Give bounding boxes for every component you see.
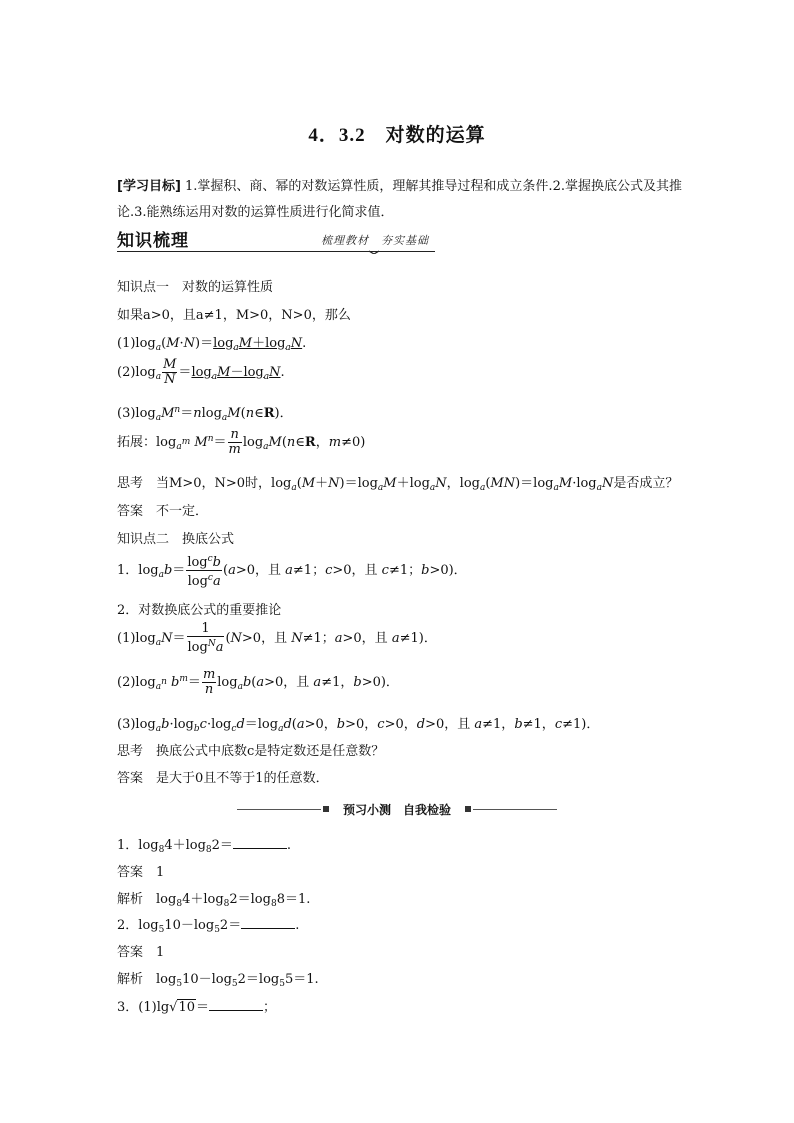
kp2-answer: 答案 是大于0且不等于1的任意数． (117, 771, 329, 786)
kp1-answer: 答案 不一定． (117, 504, 209, 519)
question-2: 2．$\log_510-\log_52=$ . (117, 918, 300, 935)
kp2-subheading: 2．对数换底公式的重要推论 (117, 603, 282, 618)
answer-2: 答案 1 (117, 945, 165, 960)
kp2-corollary-1: $(1)\log_aN=$ $\frac{1}{\log^Na}$ (N>0，且 N≠1；a>0，且 a≠1)． (117, 621, 437, 655)
banner-rule (117, 251, 435, 252)
kp1-extension: 拓展：$\log_{a^m} M^n=$ $\frac{n}{m}$ $\log_aM(n\in R$，m≠0) (117, 427, 366, 457)
kp2-think: 思考 换底公式中底数c是特定数还是任意数？ (117, 744, 385, 759)
kp2-heading: 知识点二 换底公式 (117, 532, 235, 547)
kp2-corollary-3: $(3)\log_ab\cdot\log_bc\cdot\log_cd=\log_ad(a>0$，b>0，c>0，d>0，且 a≠1，b≠1，c≠1)． (117, 717, 600, 734)
section-banner (117, 226, 435, 254)
question-3: 3．(1)lg√10＝ ； (117, 1000, 277, 1015)
kp2-formula-1: 1．$\log_ab=$ $\frac{\log^cb}{\log^ca}$ (a>0，且 a≠1；c>0，且 c≠1；b>0)． (117, 554, 467, 589)
answer-blank[interactable] (209, 998, 263, 1011)
page-title (0, 120, 794, 147)
kp1-heading: 知识点一 对数的运算性质 (117, 280, 274, 295)
kp1-rule-2: $(2)\log_a$ $\frac{M}{N}$ $=\log_aM-\log_aN$. (117, 357, 285, 387)
learning-goals (117, 174, 707, 226)
banner-notch-icon (369, 244, 379, 254)
kp1-rule-3: $(3)\log_aM^n=nlog_aM(n\in R)$． (117, 405, 293, 423)
preview-divider (237, 801, 557, 817)
answer-blank[interactable] (233, 836, 287, 849)
explanation-1: 解析 $\log_84+\log_82=\log_88=1$. (117, 892, 311, 909)
banner-heading: 知识梳理 (117, 231, 189, 251)
kp1-condition: 如果a>0，且a≠1，M>0，N>0，那么 (117, 308, 351, 323)
goals-text: 1.掌握积、商、幂的对数运算性质，理解其推导过程和成立条件.2.掌握换底公式及其推论.3.能熟练运用对数的运算性质进行化简求值． (117, 179, 682, 220)
kp1-think: 思考 当M>0，N>0时，$\log_a(M+N)=\log_aM+\log_aN$，$\log_a(MN)=\log_aM\cdot\log_aN$是否成立？ (117, 476, 679, 493)
goals-tag: [学习目标] (117, 179, 181, 194)
kp2-corollary-2: $(2)\log_{a^n}$ $b^m=$ $\frac{m}{n}$ $\log_ab(a>0$，且 a≠1，b>0)． (117, 667, 399, 697)
section-title: 对数的运算 (385, 124, 486, 146)
kp1-rule-1: $(1)\log_a(M\cdot N)=\log_aM+\log_aN$. (117, 336, 307, 353)
banner-subtitle: 梳理教材 夯实基础 (321, 234, 429, 247)
divider-label: 预习小测 自我检验 (342, 803, 451, 817)
answer-blank[interactable] (241, 916, 295, 929)
answer-1: 答案 1 (117, 865, 165, 880)
section-number: 4．3.2 (308, 125, 366, 146)
explanation-2: 解析 $\log_510-\log_52=\log_55=1$. (117, 972, 319, 989)
question-1: 1．$\log_84+\log_82=$ . (117, 838, 292, 855)
